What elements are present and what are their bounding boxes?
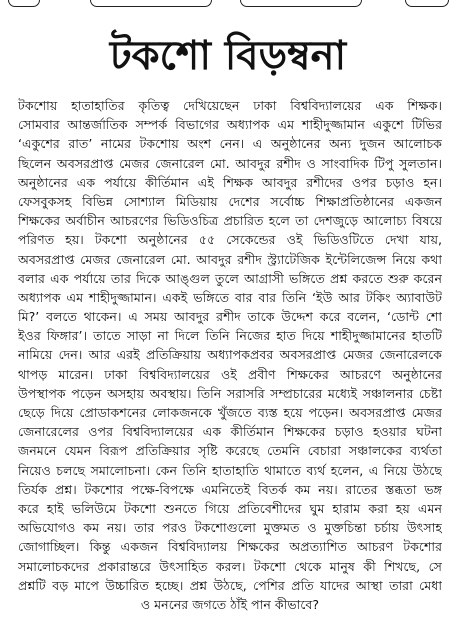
body-line: উপস্থাপক পড়েন অসহায় অবস্থায়। তিনি সরাসরি সম্প্রচারের মধ্যেই সঞ্চালনার চেষ্টা xyxy=(18,385,442,401)
body-line: নামিয়ে দেন। আর এরই প্রতিক্রিয়ায় অধ্যাপকপ্রবর অবসরপ্রাপ্ত মেজর জেনারেলকে xyxy=(18,347,442,363)
body-line: তির্যক প্রশ্ন। টকশোর পক্ষে-বিপক্ষে এমনিতেই বিতর্ক কম নয়। রাতের স্তব্ধতা ভঙ্গ xyxy=(18,481,442,497)
body-line: ছিলেন অবসরপ্রাপ্ত মেজর জেনারেল মো. আবদুর রশীদ ও সাংবাদিক টিপু সুলতান। xyxy=(18,155,442,171)
body-line: থাপড় মারেন। ঢাকা বিশ্ববিদ্যালয়ের ওই প্রবীণ শিক্ষকের আচরণে অনুষ্ঠানের xyxy=(18,366,442,382)
body-line: ফেসবুকসহ বিভিন্ন সোশ্যাল মিডিয়ায় দেশের সর্বোচ্চ শিক্ষাপ্রতিষ্ঠানের একজন xyxy=(18,193,442,209)
previous-article-edge xyxy=(0,0,456,20)
body-line: জনমনে যেমন বিরূপ প্রতিক্রিয়ার সৃষ্টি করেছে তেমনি বেচারা সঞ্চালকের ব্যর্থতা xyxy=(18,443,442,459)
body-line: জোগাচ্ছিল। কিন্তু একজন বিশ্ববিদ্যালয় শিক্ষকের অপ্রত্যাশিত আচরণ টকশোর xyxy=(18,539,442,555)
body-line: সোমবার আন্তর্জাতিক সম্পর্ক বিভাগের অধ্যাপক এম শাহীদুজ্জামান একুশে টিভির xyxy=(18,117,442,133)
body-line: অবসরপ্রাপ্ত মেজর জেনারেল মো. আবদুর রশীদ স্ট্র্যাটেজিক ইন্টেলিজেন্স নিয়ে কথা xyxy=(18,251,442,267)
body-line: করে হাই ভলিউমে টকশো শুনতে গিয়ে প্রতিবেশীদের ঘুম হারাম করা হয় এমন xyxy=(18,500,442,516)
body-line: প্রশ্নটি বড় মাপে উচ্চারিত হচ্ছে। প্রশ্ন উঠছে, পেশির প্রতি যাদের আস্থা তারা মেধা xyxy=(18,577,442,593)
decorative-border-shape xyxy=(405,0,449,7)
body-line: অধ্যাপক এম শাহীদুজ্জামান। একই ভঙ্গিতে বার বার তিনি ‘ইউ আর টকিং অ্যাবাউট xyxy=(18,289,442,305)
article-headline: টকশো বিড়ম্বনা xyxy=(109,32,347,79)
body-line: ইওর ফিঙ্গার’। তাতে সাড়া না দিলে তিনি নিজের হাত দিয়ে শাহীদুজ্জামানের হাতটি xyxy=(18,328,442,344)
body-line: জেনারেলের ওপর বিশ্ববিদ্যালয়ের এক কীর্তিমান শিক্ষকের চড়াও হওয়ার ঘটনা xyxy=(18,424,442,440)
body-line: বলার এক পর্যায়ে তার দিকে আঙ্গুল তুলে আগ্রাসী ভঙ্গিতে প্রশ্ন করতে শুরু করেন xyxy=(18,270,442,286)
article-body xyxy=(18,96,442,614)
body-line: ছেড়ে দিয়ে প্রোডাকশনের লোকজনকে খুঁজতে ব্যস্ত হয়ে পড়েন। অবসরপ্রাপ্ত মেজর xyxy=(18,405,442,420)
body-line-last: ও মননের জগতে ঠাঁই পান কীভাবে? xyxy=(140,596,320,612)
body-line: টকশোয় হাতাহাতির কৃতিত্ব দেখিয়েছেন ঢাকা বিশ্ববিদ্যালয়ের এক শিক্ষক। xyxy=(18,98,442,113)
body-line: মি?’ বলতে থাকেন। এ সময় আবদুর রশীদ তাকে উদ্দেশ করে বলেন, ‘ডোন্ট শো xyxy=(18,309,442,325)
body-line: শিক্ষকের অর্বাচীন আচরণের ভিডিওচিত্র প্রচারিত হলে তা দেশজুড়ে আলোচ্য বিষয়ে xyxy=(18,213,442,229)
body-line: সমালোচকদের প্রকারান্তরে উৎসাহিত করল। টকশো থেকে মানুষ কী শিখছে, সে xyxy=(18,558,442,574)
body-line: অভিযোগও কম নয়। তার পরও টকশোগুলো মুক্তমত ও মুক্তচিন্তা চর্চায় উৎসাহ xyxy=(18,520,442,536)
body-line: নিয়েও চলছে সমালোচনা। কেন তিনি হাতাহাতি থামাতে ব্যর্থ হলেন, এ নিয়ে উঠছে xyxy=(18,462,442,478)
body-line: অনুষ্ঠানের এক পর্যায়ে কীর্তিমান এই শিক্ষক আবদুর রশীদের ওপর চড়াও হন। xyxy=(18,174,442,190)
decorative-border-shape xyxy=(8,0,40,7)
body-line: ‘একুশের রাত’ নামের টকশোয় অংশ নেন। এ অনুষ্ঠানের অন্য দুজন আলোচক xyxy=(18,136,442,152)
decorative-border-shape xyxy=(90,0,212,7)
body-line: পরিণত হয়। টকশো অনুষ্ঠানের ৫৫ সেকেন্ডের ওই ভিডিওটিতে দেখা যায়, xyxy=(18,232,442,248)
decorative-border-shape xyxy=(240,0,362,7)
